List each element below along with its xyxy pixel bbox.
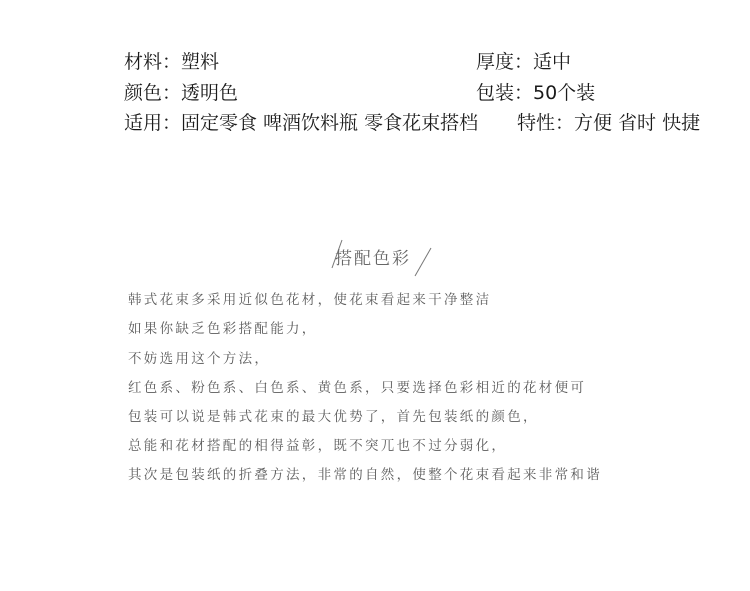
body-line-1: 韩式花束多采用近似色花材，使花束看起来干净整洁 [128,292,492,308]
spec-material: 材料：塑料 [124,51,220,73]
spec-package: 包装：50个装 [476,82,596,104]
body-line-3: 不妨选用这个方法， [128,351,271,367]
spec-feature: 特性：方便 省时 快捷 [517,112,701,134]
spec-usage: 适用：固定零食 啤酒饮料瓶 零食花束搭档 [124,112,479,134]
body-line-7: 其次是包装纸的折叠方法，非常的自然，使整个花束看起来非常和谐 [128,467,602,483]
spec-thickness: 厚度：适中 [476,51,572,73]
body-line-2: 如果你缺乏色彩搭配能力， [128,321,318,337]
body-line-5: 包装可以说是韩式花束的最大优势了，首先包装纸的颜色， [128,409,539,425]
body-line-4: 红色系、粉色系、白色系、黄色系，只要选择色彩相近的花材便可 [128,380,587,396]
spec-color: 颜色：透明色 [124,82,239,104]
body-line-6: 总能和花材搭配的相得益彰，既不突兀也不过分弱化， [128,438,508,454]
section-heading-text: 搭配色彩 [335,249,411,269]
section-heading [318,232,438,280]
